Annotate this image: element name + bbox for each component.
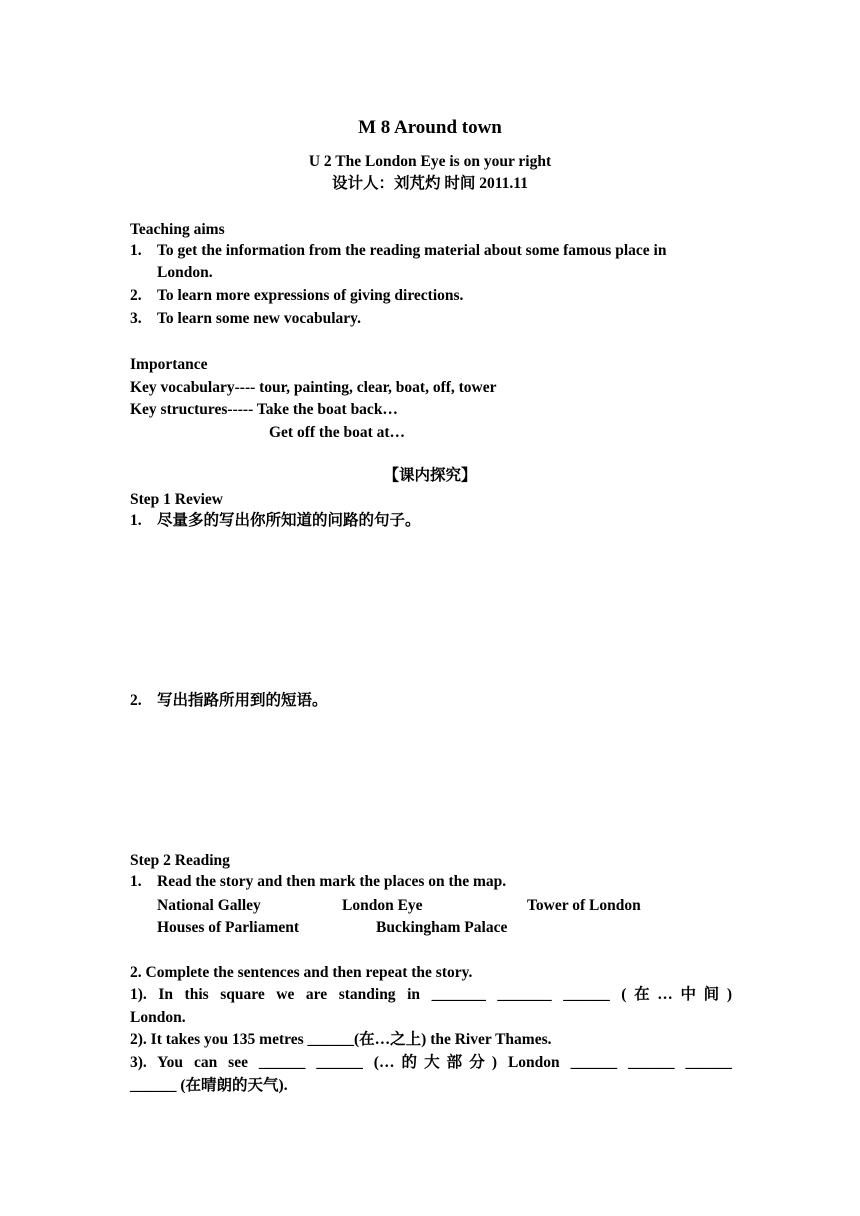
aim-item-1 bbox=[130, 243, 666, 259]
aim-text: To learn some new vocabulary. bbox=[157, 310, 361, 327]
place-london-eye: London Eye bbox=[342, 897, 423, 914]
sentence-3-cont: ______ (在晴朗的天气). bbox=[130, 1077, 288, 1094]
aim-text: To get the information from the reading material about some famous place in bbox=[157, 242, 667, 259]
sentence-1: 1). In this square we are standing in _______ _______ ______ (在…中间) bbox=[130, 986, 732, 1003]
aim-item-3 bbox=[130, 311, 361, 327]
aim-num: 1. bbox=[130, 242, 142, 259]
aim-text: To learn more expressions of giving directions. bbox=[157, 287, 464, 304]
question-num: 2. bbox=[130, 692, 142, 709]
step1-question-1 bbox=[130, 513, 421, 529]
step1-heading: Step 1 Review bbox=[130, 491, 223, 508]
aim-num: 3. bbox=[130, 310, 142, 327]
place-buckingham-palace: Buckingham Palace bbox=[376, 919, 508, 936]
question-text: 尽量多的写出你所知道的问路的句子。 bbox=[157, 512, 421, 529]
step2-heading: Step 2 Reading bbox=[130, 852, 230, 869]
designer-line: 设计人：刘芃灼 时间 2011.11 bbox=[332, 175, 528, 192]
question-text: 写出指路所用到的短语。 bbox=[157, 692, 328, 709]
place-houses-of-parliament: Houses of Parliament bbox=[157, 919, 300, 936]
aims-heading: Teaching aims bbox=[130, 221, 225, 238]
aim-item-2 bbox=[130, 288, 463, 304]
place-national-galley: National Galley bbox=[157, 897, 261, 914]
question-num: 1. bbox=[130, 873, 142, 890]
key-structures: Key structures----- Take the boat back… bbox=[130, 401, 398, 418]
sentence-3: 3). You can see ______ ______ (…的大部分) London ______ ______ ______ bbox=[130, 1054, 732, 1071]
step1-question-2 bbox=[130, 693, 328, 709]
question-text: Read the story and then mark the places on the map. bbox=[157, 873, 507, 890]
importance-heading: Importance bbox=[130, 356, 208, 373]
aim-num: 2. bbox=[130, 287, 142, 304]
unit-title: U 2 The London Eye is on your right bbox=[308, 153, 552, 170]
step2-question-1 bbox=[130, 874, 506, 890]
place-tower-of-london: Tower of London bbox=[527, 897, 641, 914]
key-vocabulary: Key vocabulary---- tour, painting, clear, boat, off, tower bbox=[130, 379, 497, 396]
page-title: M 8 Around town bbox=[358, 117, 502, 138]
aim-item-1-cont: London. bbox=[157, 264, 213, 281]
sentence-2: 2). It takes you 135 metres ______(在…之上) the River Thames. bbox=[130, 1031, 552, 1048]
sentence-1-cont: London. bbox=[130, 1009, 186, 1026]
question-num: 1. bbox=[130, 512, 142, 529]
key-structures-cont: Get off the boat at… bbox=[269, 424, 406, 441]
step2-question-2: 2. Complete the sentences and then repeat the story. bbox=[130, 964, 473, 981]
explore-heading: 【课内探究】 bbox=[383, 467, 477, 484]
